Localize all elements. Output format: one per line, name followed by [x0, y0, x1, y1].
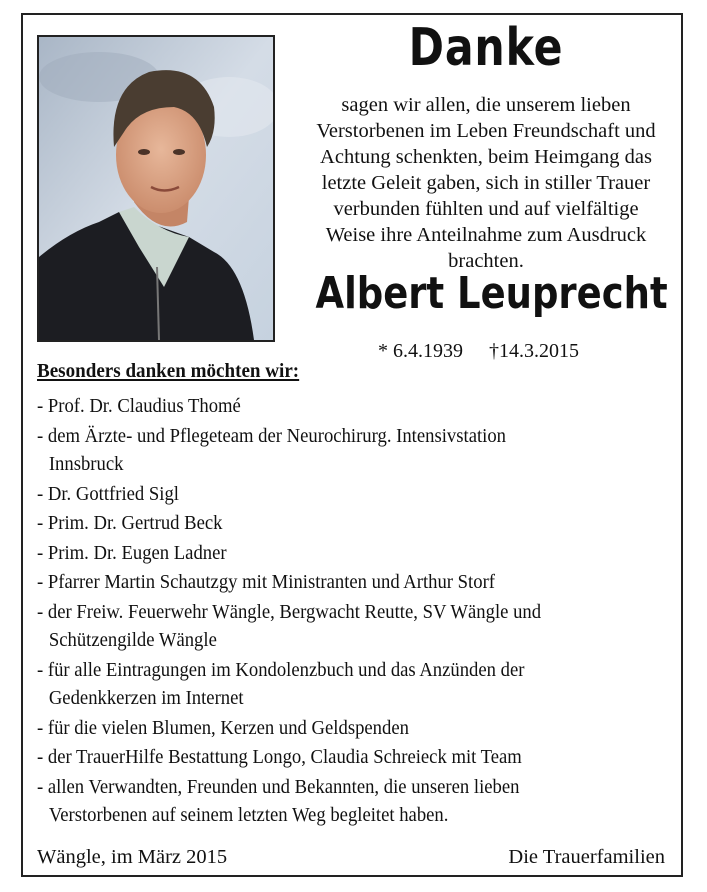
item-text: - der TrauerHilfe Bestattung Longo, Claudia Schreieck mit Team: [37, 746, 522, 768]
place-date: Wängle, im März 2015: [37, 846, 228, 868]
portrait-illustration: [39, 37, 273, 340]
list-item: [37, 656, 619, 714]
intro-line: sagen wir allen, die unserem lieben: [341, 94, 631, 116]
item-continuation: Verstorbenen auf seinem letzten Weg begleitet haben.: [48, 804, 449, 826]
item-text: - Pfarrer Martin Schautzgy mit Ministranten und Arthur Storf: [37, 571, 496, 593]
portrait-photo: [37, 35, 275, 342]
item-continuation: Schützengilde Wängle: [48, 629, 217, 651]
item-text: - für alle Eintragungen im Kondolenzbuch und das Anzünden der: [37, 658, 525, 681]
thanks-heading: Besonders danken möchten wir:: [37, 360, 300, 382]
intro-line: brachten.: [448, 250, 524, 272]
birth-date: * 6.4.1939: [378, 340, 463, 362]
item-text: - allen Verwandten, Freunden und Bekannten, die unseren lieben: [37, 775, 520, 798]
life-dates: [378, 340, 579, 363]
item-text: - für die vielen Blumen, Kerzen und Geldspenden: [37, 716, 409, 739]
deceased-name: Albert Leuprecht: [315, 268, 668, 319]
list-item: [37, 480, 619, 510]
list-item: [37, 509, 619, 539]
list-item: [37, 598, 619, 656]
notice-title: Danke: [408, 18, 564, 78]
list-item: [37, 392, 619, 422]
death-date: †14.3.2015: [489, 340, 579, 362]
item-continuation: Innsbruck: [48, 453, 124, 475]
item-text: - dem Ärzte- und Pflegeteam der Neurochirurg. Intensivstation: [37, 424, 506, 447]
intro-line: Achtung schenkten, beim Heimgang das: [320, 146, 652, 168]
signature: Die Trauerfamilien: [508, 846, 665, 868]
item-text: - Dr. Gottfried Sigl: [37, 482, 179, 505]
list-item: [37, 539, 619, 569]
intro-line: Weise ihre Anteilnahme zum Ausdruck: [325, 224, 647, 246]
list-item: [37, 743, 619, 773]
intro-line: Verstorbenen im Leben Freundschaft und: [316, 120, 656, 142]
item-text: - Prim. Dr. Eugen Ladner: [37, 541, 227, 564]
list-item: [37, 714, 619, 744]
list-item: [37, 422, 619, 480]
item-text: - der Freiw. Feuerwehr Wängle, Bergwacht Reutte, SV Wängle und: [37, 600, 542, 623]
list-item: [37, 568, 619, 598]
item-text: - Prim. Dr. Gertrud Beck: [37, 512, 223, 534]
intro-line: verbunden fühlten und auf vielfältige: [333, 198, 639, 220]
thanks-list: [37, 392, 677, 831]
list-item: [37, 773, 619, 831]
intro-line: letzte Geleit gaben, sich in stiller Trauer: [321, 172, 651, 194]
intro-text: [283, 92, 689, 274]
item-continuation: Gedenkkerzen im Internet: [48, 687, 244, 709]
item-text: - Prof. Dr. Claudius Thomé: [37, 395, 241, 417]
